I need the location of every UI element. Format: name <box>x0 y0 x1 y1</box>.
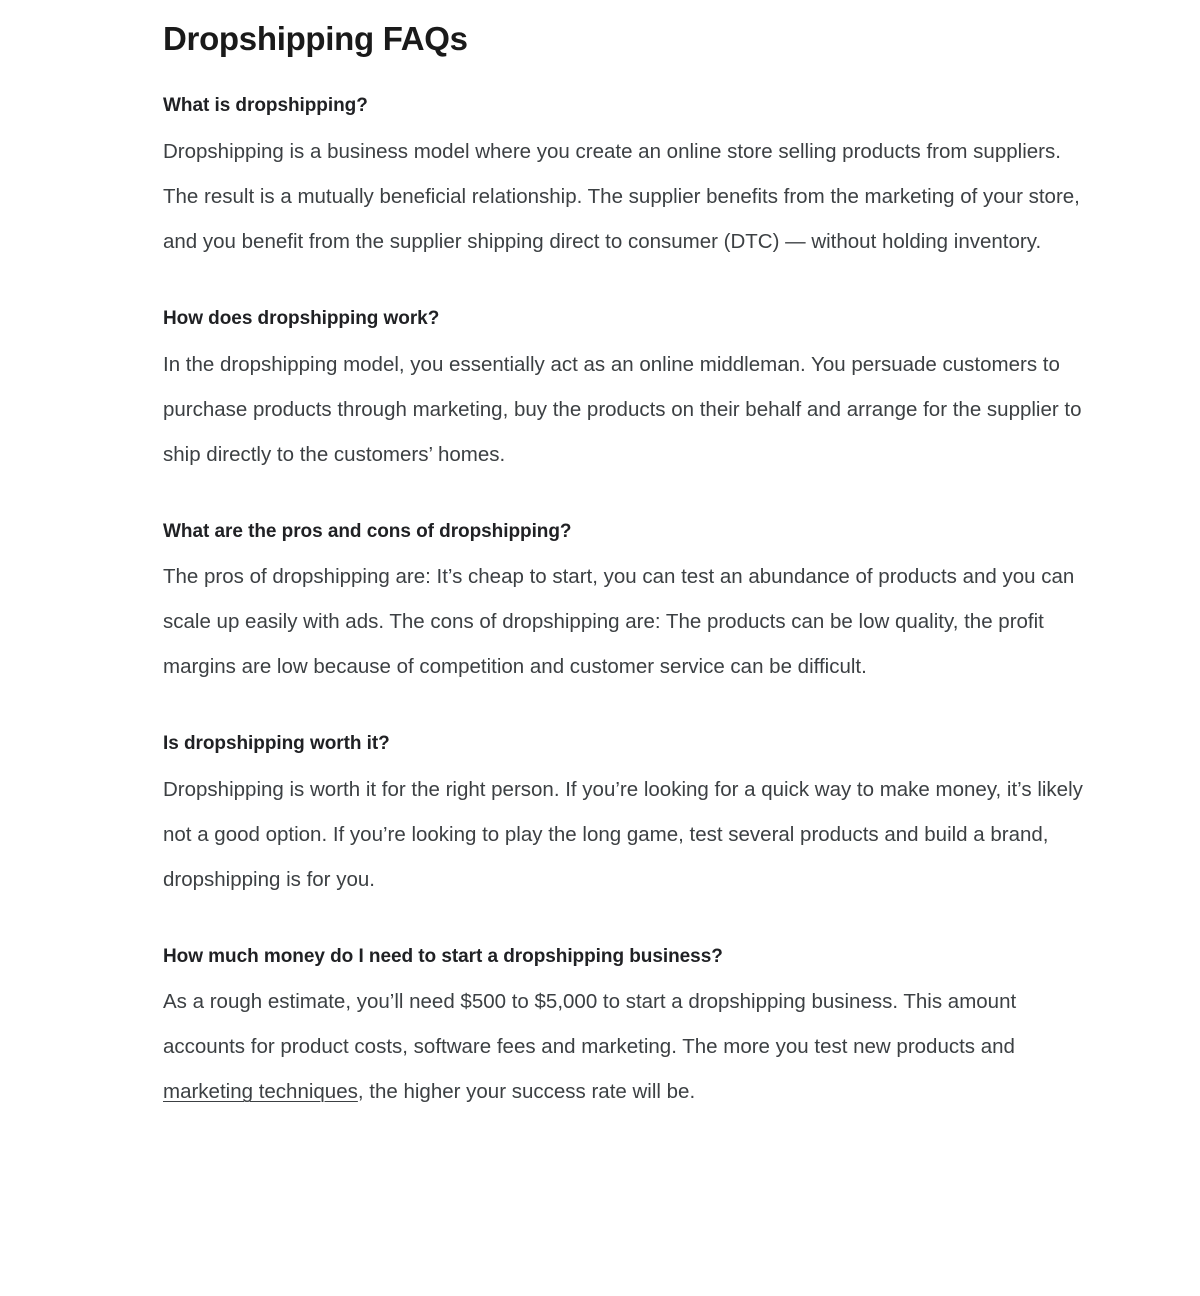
faq-item <box>163 93 1100 264</box>
faq-answer: Dropshipping is a business model where you create an online store selling products from suppliers. The result is a mutually beneficial relationship. The supplier benefits from the marketing of your store, and you benefit from the supplier shipping direct to consumer (DTC) — without holding inventory. <box>163 139 1080 253</box>
faq-question: How much money do I need to start a dropshipping business? <box>163 945 723 967</box>
faq-question: Is dropshipping worth it? <box>163 733 390 755</box>
faq-answer: The pros of dropshipping are: It’s cheap to start, you can test an abundance of products and you can scale up easily with ads. The cons of dropshipping are: The products can be low quality, the profit margins are low because of competition and customer service can be difficult. <box>163 565 1075 679</box>
faq-answer-text-tail: , the higher your success rate will be. <box>357 1080 696 1104</box>
faq-item <box>163 944 1100 1115</box>
faq-item <box>163 306 1100 477</box>
faq-item <box>163 519 1100 690</box>
faq-question: What are the pros and cons of dropshipping? <box>163 520 572 542</box>
faq-question: What is dropshipping? <box>163 95 368 117</box>
faq-answer <box>163 979 1100 1114</box>
faq-answer: Dropshipping is worth it for the right person. If you’re looking for a quick way to make money, it’s likely not a good option. If you’re looking to play the long game, test several products and build a brand, dropshipping is for you. <box>163 777 1083 891</box>
faq-question: How does dropshipping work? <box>163 307 440 329</box>
faq-answer-text: As a rough estimate, you’ll need $500 to $5,000 to start a dropshipping business. This amount accounts for product costs, software fees and marketing. The more you test new products and <box>163 990 1017 1059</box>
marketing-techniques-link[interactable]: marketing techniques <box>163 1080 358 1104</box>
faq-answer: In the dropshipping model, you essentially act as an online middleman. You persuade customers to purchase products through marketing, buy the products on their behalf and arrange for the supplier to ship directly to the customers’ homes. <box>163 352 1082 466</box>
faq-item <box>163 731 1100 902</box>
page-title: Dropshipping FAQs <box>163 20 468 57</box>
